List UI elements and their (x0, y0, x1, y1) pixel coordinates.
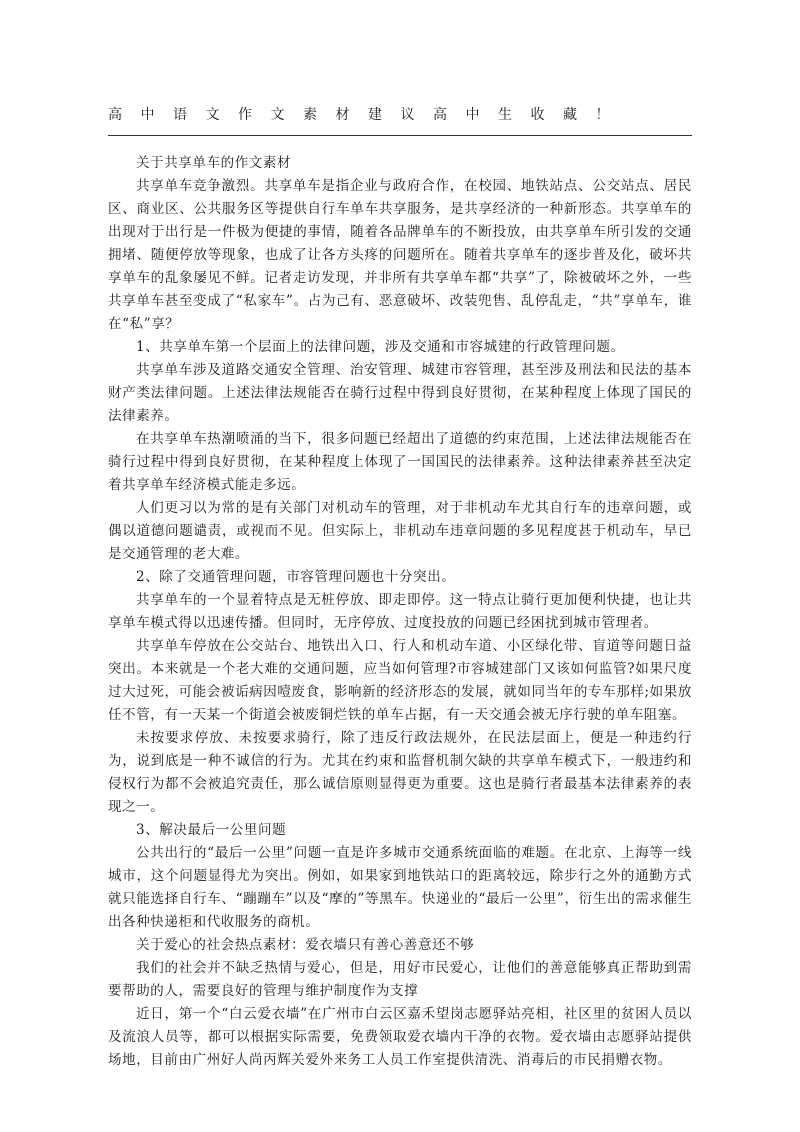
document-body (108, 152, 692, 1072)
body-paragraph: 共享单车竞争激烈。共享单车是指企业与政府合作，在校园、地铁站点、公交站点、居民区、商业区、公共服务区等提供自行车单车共享服务，是共享经济的一种新形态。共享单车的出现对于出行是一件极为便捷的事情，随着各品牌单车的不断投放，由共享单车所引发的交通拥堵、随便停放等现象，也成了让各方头疼的问题所在。随着共享单车的逐步普及化，破坏共享单车的乱象屡见不鲜。记者走访发现，并非所有共享单车都“共享”了，除被破坏之外，一些共享单车甚至变成了“私家车”。占为己有、恶意破坏、改装兜售、乱停乱走，“共”享单车，谁在“私”享？ (108, 178, 692, 332)
body-paragraph: 共享单车停放在公交站台、地铁出入口、行人和机动车道、小区绿化带、盲道等问题日益突出。本来就是一个老大难的交通问题，应当如何管理?市容城建部门又该如何监管?如果尺度过大过死，可能会被诟病因噎废食，影响新的经济形态的发展，就如同当年的专车那样;如果放任不管，有一天某一个街道会被废铜烂铁的单车占据，有一天交通会被无序行驶的单车阻塞。 (108, 638, 692, 723)
body-paragraph: 我们的社会并不缺乏热情与爱心，但是，用好市民爱心，让他们的善意能够真正帮助到需要帮助的人，需要良好的管理与维护制度作为支撑 (108, 960, 692, 999)
body-paragraph: 在共享单车热潮喷涌的当下，很多问题已经超出了道德的约束范围，上述法律法规能否在骑行过程中得到良好贯彻，在某种程度上体现了一国国民的法律素养。这种法律素养甚至决定着共享单车经济模式能走多远。 (108, 431, 692, 493)
body-paragraph: 公共出行的“最后一公里”问题一直是许多城市交通系统面临的难题。在北京、上海等一线城市，这个问题显得尤为突出。例如，如果家到地铁站口的距离较远，除步行之外的通勤方式就只能选择自行车、“蹦蹦车”以及“摩的”等黑车。快递业的“最后一公里”，衍生出的需求催生出各种快递柜和代收服务的商机。 (108, 845, 692, 930)
header-divider (108, 135, 692, 136)
body-paragraph: 近日，第一个“白云爱衣墙”在广州市白云区嘉禾望岗志愿驿站亮相，社区里的贫困人员以及流浪人员等，都可以根据实际需要，免费领取爱衣墙内干净的衣物。爱衣墙由志愿驿站提供场地，目前由广州好人尚丙辉关爱外来务工人员工作室提供清洗、消毒后的市民捐赠衣物。 (108, 1006, 692, 1068)
body-paragraph: 共享单车的一个显着特点是无桩停放、即走即停。这一特点让骑行更加便利快捷，也让共享单车模式得以迅速传播。但同时，无序停放、过度投放的问题已经困扰到城市管理者。 (108, 592, 692, 631)
body-paragraph: 人们更习以为常的是有关部门对机动车的管理，对于非机动车尤其自行车的违章问题，或偶以道德问题谴责，或视而不见。但实际上，非机动车违章问题的多见程度甚于机动车，早已是交通管理的老大难。 (108, 500, 692, 562)
subheading-legal-issues: 1、共享单车第一个层面上的法律问题，涉及交通和市容城建的行政管理问题。 (136, 339, 625, 355)
section-title-bike-sharing: 关于共享单车的作文素材 (136, 155, 292, 171)
body-paragraph: 共享单车涉及道路交通安全管理、治安管理、城建市容管理，甚至涉及刑法和民法的基本财产类法律问题。上述法律法规能否在骑行过程中得到良好贯彻，在某种程度上体现了国民的法律素养。 (108, 362, 692, 424)
subheading-last-mile: 3、解决最后一公里问题 (136, 822, 287, 838)
subheading-city-management: 2、除了交通管理问题，市容管理问题也十分突出。 (136, 569, 456, 585)
page-header-title: 高中语文作文素材建议高中生收藏！ (108, 107, 628, 123)
section-title-clothing-wall: 关于爱心的社会热点素材：爱衣墙只有善心善意还不够 (136, 937, 475, 953)
body-paragraph: 未按要求停放、未按要求骑行，除了违反行政法规外，在民法层面上，便是一种违约行为，说到底是一种不诚信的行为。尤其在约束和监督机制欠缺的共享单车模式下，一般违约和侵权行为都不会被追究责任，那么诚信原则显得更为重要。这也是骑行者最基本法律素养的表现之一。 (108, 730, 692, 815)
